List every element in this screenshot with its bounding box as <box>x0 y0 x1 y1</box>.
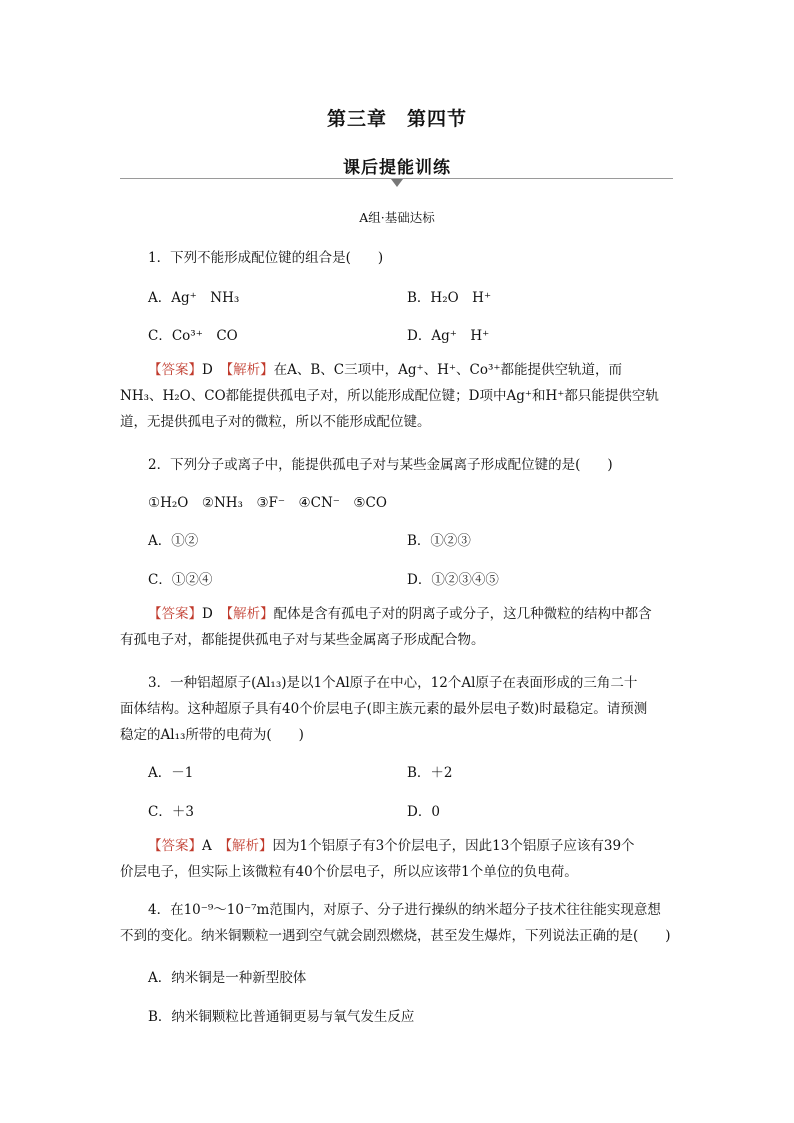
analysis-label: 【解析】 <box>225 838 273 854</box>
q4-stem <box>120 897 675 949</box>
q3-stem-line: 面体结构。这种超原子具有40个价层电子(即主族元素的最外层电子数)时最稳定。请预测 <box>120 701 648 717</box>
chapter-title: 第三章 第四节 <box>326 108 467 130</box>
analysis-label: 【解析】 <box>226 606 274 622</box>
answer-label: 【答案】 <box>148 606 202 622</box>
q1-analysis-line: NH₃、H₂O、CO都能提供孤电子对，所以能形成配位键；D项中Ag⁺和H⁺都只能提供空轨 <box>120 388 659 404</box>
q1-option-d: D．Ag⁺ H⁺ <box>407 328 490 344</box>
q1-option-c: C．Co³⁺ CO <box>148 328 238 344</box>
q3-stem <box>120 670 675 748</box>
q3-option-c: C．＋3 <box>148 804 194 820</box>
q3-answer-block <box>120 833 675 885</box>
answer-label: 【答案】 <box>148 838 202 854</box>
q2-answer: D <box>202 606 213 622</box>
q1-analysis-line: 在A、B、C三项中，Ag⁺、H⁺、Co³⁺都能提供空轨道，而 <box>273 362 622 378</box>
answer-label: 【答案】 <box>148 362 202 378</box>
q2-option-d: D．①②③④⑤ <box>407 572 499 588</box>
q2-option-a: A．①② <box>148 533 199 549</box>
q1-analysis-line: 道，无提供孤电子对的微粒，所以不能形成配位键。 <box>120 414 431 430</box>
analysis-label: 【解析】 <box>226 362 274 378</box>
q3-analysis-line: 因为1个铝原子有3个价层电子，因此13个铝原子应该有39个 <box>272 838 635 854</box>
q2-answer-block <box>120 601 675 653</box>
q2-stem: 2．下列分子或离子中，能提供孤电子对与某些金属离子形成配位键的是( ) <box>148 457 613 473</box>
q3-answer: A <box>202 838 212 854</box>
q4-stem-line: 不到的变化。纳米铜颗粒一遇到空气就会剧烈燃烧，甚至发生爆炸，下列说法正确的是( ) <box>120 928 671 944</box>
q2-option-c: C．①②④ <box>148 572 213 588</box>
q1-option-a: A．Ag⁺ NH₃ <box>148 290 240 306</box>
q2-analysis-line: 配体是含有孤电子对的阴离子或分子，这几种微粒的结构中都含 <box>273 606 652 622</box>
q3-stem-line: 稳定的Al₁₃所带的电荷为( ) <box>120 727 304 743</box>
q3-stem-line: 3．一种铝超原子(Al₁₃)是以1个Al原子在中心，12个Al原子在表面形成的三角二十 <box>148 675 638 691</box>
q2-analysis-line: 有孤电子对，都能提供孤电子对与某些金属离子形成配合物。 <box>120 632 485 648</box>
q1-answer: D <box>202 362 213 378</box>
q3-option-a: A．－1 <box>148 765 194 781</box>
q2-items: ①H₂O ②NH₃ ③F⁻ ④CN⁻ ⑤CO <box>148 495 387 511</box>
q3-option-b: B．＋2 <box>407 765 453 781</box>
q4-option-b: B．纳米铜颗粒比普通铜更易与氧气发生反应 <box>148 1009 415 1025</box>
q1-answer-block <box>120 357 675 435</box>
section-title: 课后提能训练 <box>343 158 451 178</box>
q4-option-a: A．纳米铜是一种新型胶体 <box>148 970 307 986</box>
q1-stem: 1．下列不能形成配位键的组合是( ) <box>148 250 384 266</box>
q1-option-b: B．H₂O H⁺ <box>407 290 492 306</box>
group-title: A组·基础达标 <box>359 210 435 225</box>
q3-option-d: D．0 <box>407 804 440 820</box>
triangle-down-icon <box>391 179 403 187</box>
q2-option-b: B．①②③ <box>407 533 471 549</box>
q4-stem-line: 4．在10⁻⁹～10⁻⁷m范围内，对原子、分子进行操纵的纳米超分子技术往往能实现意想 <box>148 902 661 918</box>
q3-analysis-line: 价层电子，但实际上该微粒有40个价层电子，所以应该带1个单位的负电荷。 <box>120 864 578 880</box>
